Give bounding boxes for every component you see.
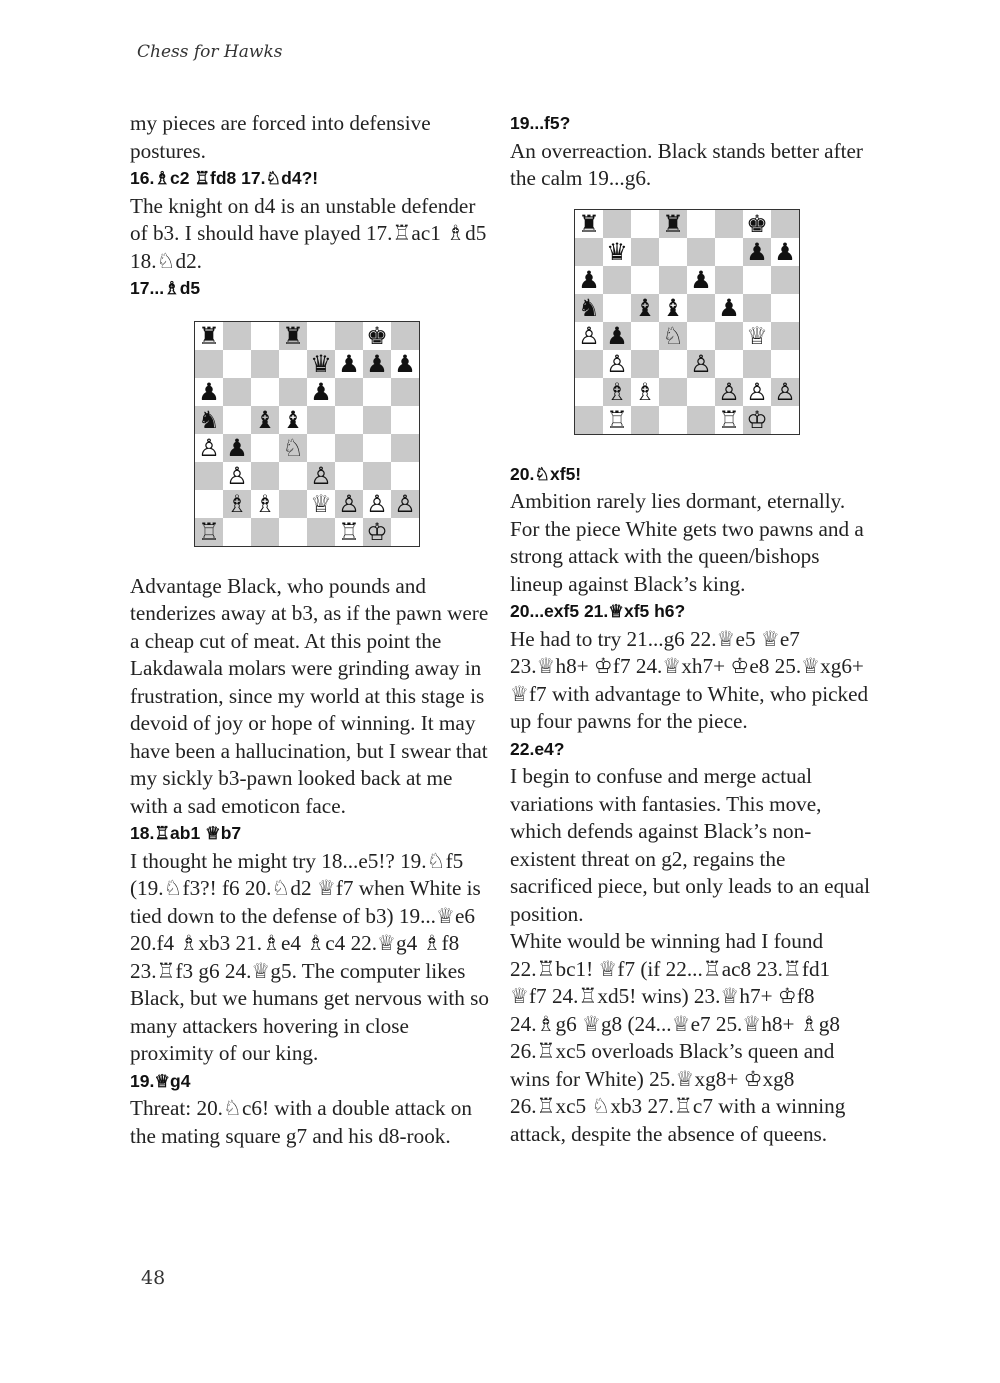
board-square — [223, 406, 251, 434]
chess-piece: ♖ — [715, 406, 743, 434]
board-square — [715, 266, 743, 294]
board-square — [715, 322, 743, 350]
chess-piece: ♙ — [575, 322, 603, 350]
board-square — [631, 322, 659, 350]
chess-piece: ♜ — [659, 210, 687, 238]
chess-diagram-2 — [574, 209, 800, 435]
chess-piece: ♙ — [715, 378, 743, 406]
chess-piece: ♗ — [631, 378, 659, 406]
paragraph: I begin to confuse and merge actual variations with fantasies. This move, which defends against Black’s non-existent threat on g2, regains the sacrificed piece, but only leads to an equal position. — [510, 764, 871, 926]
chess-piece: ♙ — [391, 490, 419, 518]
board-square — [687, 294, 715, 322]
chess-piece: ♖ — [335, 518, 363, 546]
chess-piece: ♝ — [279, 406, 307, 434]
chess-piece: ♙ — [335, 490, 363, 518]
board-square — [575, 378, 603, 406]
board-square — [715, 210, 743, 238]
board-square — [223, 350, 251, 378]
paragraph: The knight on d4 is an unstable defender of b3. I should have played 17.♖ac1 ♗d5 18.♘d2. — [130, 193, 487, 273]
board-square — [335, 462, 363, 490]
chess-piece: ♚ — [363, 322, 391, 350]
chess-piece: ♗ — [603, 378, 631, 406]
board-square — [363, 378, 391, 406]
board-square — [603, 210, 631, 238]
chess-piece: ♘ — [659, 322, 687, 350]
board-square — [391, 406, 419, 434]
chess-piece: ♙ — [603, 350, 631, 378]
board-square — [223, 322, 251, 350]
board-square — [391, 518, 419, 546]
chess-piece: ♟ — [363, 350, 391, 378]
chess-piece: ♙ — [223, 462, 251, 490]
move-heading: 20...exf5 21.♕xf5 h6? — [510, 601, 686, 621]
board-square — [335, 434, 363, 462]
board-square — [307, 518, 335, 546]
chess-piece: ♘ — [279, 434, 307, 462]
board-square — [659, 350, 687, 378]
board-square — [279, 462, 307, 490]
chess-piece: ♙ — [687, 350, 715, 378]
chess-piece: ♗ — [223, 490, 251, 518]
paragraph: White would be winning had I found 22.♖bc1! ♕f7 (if 22...♖ac8 23.♖fd1 ♕f7 24.♖xd5! wins) 23.♕h7+ ♔f8 24.♗g6 ♕g8 (24...♕e7 25.♕h8+ ♗g8 26.♖xc5 overloads Black’s queen and wins for White) 25.♕xg8+ ♔xg8 26.♖xc5 ♘xb3 27.♖c7 with a winning attack, despite the absence of queens. — [510, 929, 846, 1146]
board-square — [687, 406, 715, 434]
chess-diagram-1 — [194, 321, 420, 547]
move-heading: 20.♘xf5! — [510, 463, 582, 484]
chess-piece: ♟ — [391, 350, 419, 378]
board-square — [279, 518, 307, 546]
board-square — [659, 378, 687, 406]
board-square — [279, 378, 307, 406]
board-square — [715, 238, 743, 266]
left-column — [130, 110, 492, 1150]
page-number: 48 — [141, 1267, 166, 1289]
chess-piece: ♟ — [743, 238, 771, 266]
board-square — [363, 406, 391, 434]
board-square — [659, 238, 687, 266]
chess-piece: ♙ — [771, 378, 799, 406]
move-heading: 18.♖ab1 ♕b7 — [130, 823, 242, 843]
board-square — [631, 406, 659, 434]
board-square — [631, 266, 659, 294]
board-square — [307, 434, 335, 462]
chess-piece: ♝ — [631, 294, 659, 322]
board-square — [363, 434, 391, 462]
right-column — [510, 110, 872, 1148]
board-square — [687, 238, 715, 266]
board-square — [223, 378, 251, 406]
board-square — [251, 350, 279, 378]
board-square — [335, 406, 363, 434]
chess-piece: ♙ — [743, 378, 771, 406]
chess-piece: ♗ — [251, 490, 279, 518]
board-square — [603, 294, 631, 322]
board-square — [391, 462, 419, 490]
chess-piece: ♜ — [279, 322, 307, 350]
chess-piece: ♝ — [251, 406, 279, 434]
board-square — [771, 406, 799, 434]
board-square — [743, 266, 771, 294]
paragraph: Threat: 20.♘c6! with a double attack on the mating square g7 and his d8-rook. — [130, 1096, 472, 1148]
chess-piece: ♟ — [335, 350, 363, 378]
board-square — [631, 350, 659, 378]
move-heading: 19...f5? — [510, 113, 571, 133]
paragraph: my pieces are forced into defensive postures. — [130, 111, 431, 163]
board-square — [687, 210, 715, 238]
chess-piece: ♞ — [575, 294, 603, 322]
chess-piece: ♖ — [195, 518, 223, 546]
chess-piece: ♟ — [715, 294, 743, 322]
board-square — [715, 350, 743, 378]
chess-piece: ♟ — [687, 266, 715, 294]
chess-piece: ♔ — [363, 518, 391, 546]
board-square — [251, 322, 279, 350]
paragraph: Advantage Black, who pounds and tenderizes away at b3, as if the pawn were a cheap cut of meat. At this point the Lakdawala molars were grinding away in frustration, since my world at this stage is devoid of joy or hope of winning. It may have been a hallucination, but I swear that my sickly b3-pawn looked back at me with a sad emoticon face. — [130, 573, 489, 818]
running-head: Chess for Hawks — [137, 42, 283, 62]
chess-piece: ♟ — [223, 434, 251, 462]
move-heading: 19.♕g4 — [130, 1070, 191, 1091]
board-square — [223, 518, 251, 546]
board-square — [687, 378, 715, 406]
board-square — [251, 378, 279, 406]
move-heading: 16.♗c2 ♖fd8 17.♘d4?! — [130, 168, 319, 188]
chess-piece: ♖ — [603, 406, 631, 434]
board-square — [307, 322, 335, 350]
chess-piece: ♚ — [743, 210, 771, 238]
board-square — [251, 518, 279, 546]
board-square — [771, 294, 799, 322]
chess-piece: ♙ — [307, 462, 335, 490]
board-square — [195, 490, 223, 518]
chess-piece: ♛ — [307, 350, 335, 378]
board-square — [195, 350, 223, 378]
chess-piece: ♙ — [195, 434, 223, 462]
board-square — [659, 406, 687, 434]
chess-piece: ♔ — [743, 406, 771, 434]
board-square — [335, 322, 363, 350]
board-square — [251, 462, 279, 490]
board-square — [743, 294, 771, 322]
board-square — [743, 350, 771, 378]
board-square — [687, 322, 715, 350]
board-square — [391, 378, 419, 406]
board-square — [631, 210, 659, 238]
board-square — [631, 238, 659, 266]
board-square — [771, 210, 799, 238]
chess-piece: ♙ — [363, 490, 391, 518]
chess-piece: ♕ — [307, 490, 335, 518]
chess-piece: ♟ — [575, 266, 603, 294]
board-square — [279, 350, 307, 378]
move-heading: 17...♗d5 — [130, 278, 201, 298]
chess-piece: ♟ — [771, 238, 799, 266]
board-square — [575, 238, 603, 266]
chess-piece: ♞ — [195, 406, 223, 434]
chess-piece: ♟ — [195, 378, 223, 406]
board-square — [279, 490, 307, 518]
board-square — [659, 266, 687, 294]
paragraph: I thought he might try 18...e5!? 19.♘f5 (19.♘f3?! f6 20.♘d2 ♕f7 when White is tied down to the defense of b3) 19...♕e6 20.f4 ♗xb3 21.♗e4 ♗c4 22.♕g4 ♗f8 23.♖f3 g6 24.♕g5. The computer likes Black, but we humans get nervous with so many attackers hovering in close proximity of our king. — [130, 848, 489, 1065]
board-square — [771, 322, 799, 350]
board-square — [307, 406, 335, 434]
board-square — [363, 462, 391, 490]
paragraph: Ambition rarely lies dormant, eternally. For the piece White gets two pawns and a strong attack with the queen/bishops lineup against Black’s king. — [510, 489, 864, 596]
board-square — [771, 350, 799, 378]
chess-piece: ♜ — [575, 210, 603, 238]
board-square — [251, 434, 279, 462]
chess-piece: ♛ — [603, 238, 631, 266]
board-square — [575, 350, 603, 378]
board-square — [391, 434, 419, 462]
board-square — [195, 462, 223, 490]
board-square — [771, 266, 799, 294]
board-square — [391, 322, 419, 350]
board-square — [335, 378, 363, 406]
board-square — [603, 266, 631, 294]
board-square — [575, 406, 603, 434]
chess-piece: ♟ — [307, 378, 335, 406]
chess-piece: ♕ — [743, 322, 771, 350]
paragraph: He had to try 21...g6 22.♕e5 ♕e7 23.♕h8+ ♔f7 24.♕xh7+ ♔e8 25.♕xg6+ ♕f7 with advantage to White, who picked up four pawns for the piece. — [510, 626, 869, 733]
move-heading: 22.e4? — [510, 738, 565, 759]
chess-piece: ♝ — [659, 294, 687, 322]
chess-piece: ♟ — [603, 322, 631, 350]
paragraph: An overreaction. Black stands better after the calm 19...g6. — [510, 138, 863, 190]
chess-piece: ♜ — [195, 322, 223, 350]
